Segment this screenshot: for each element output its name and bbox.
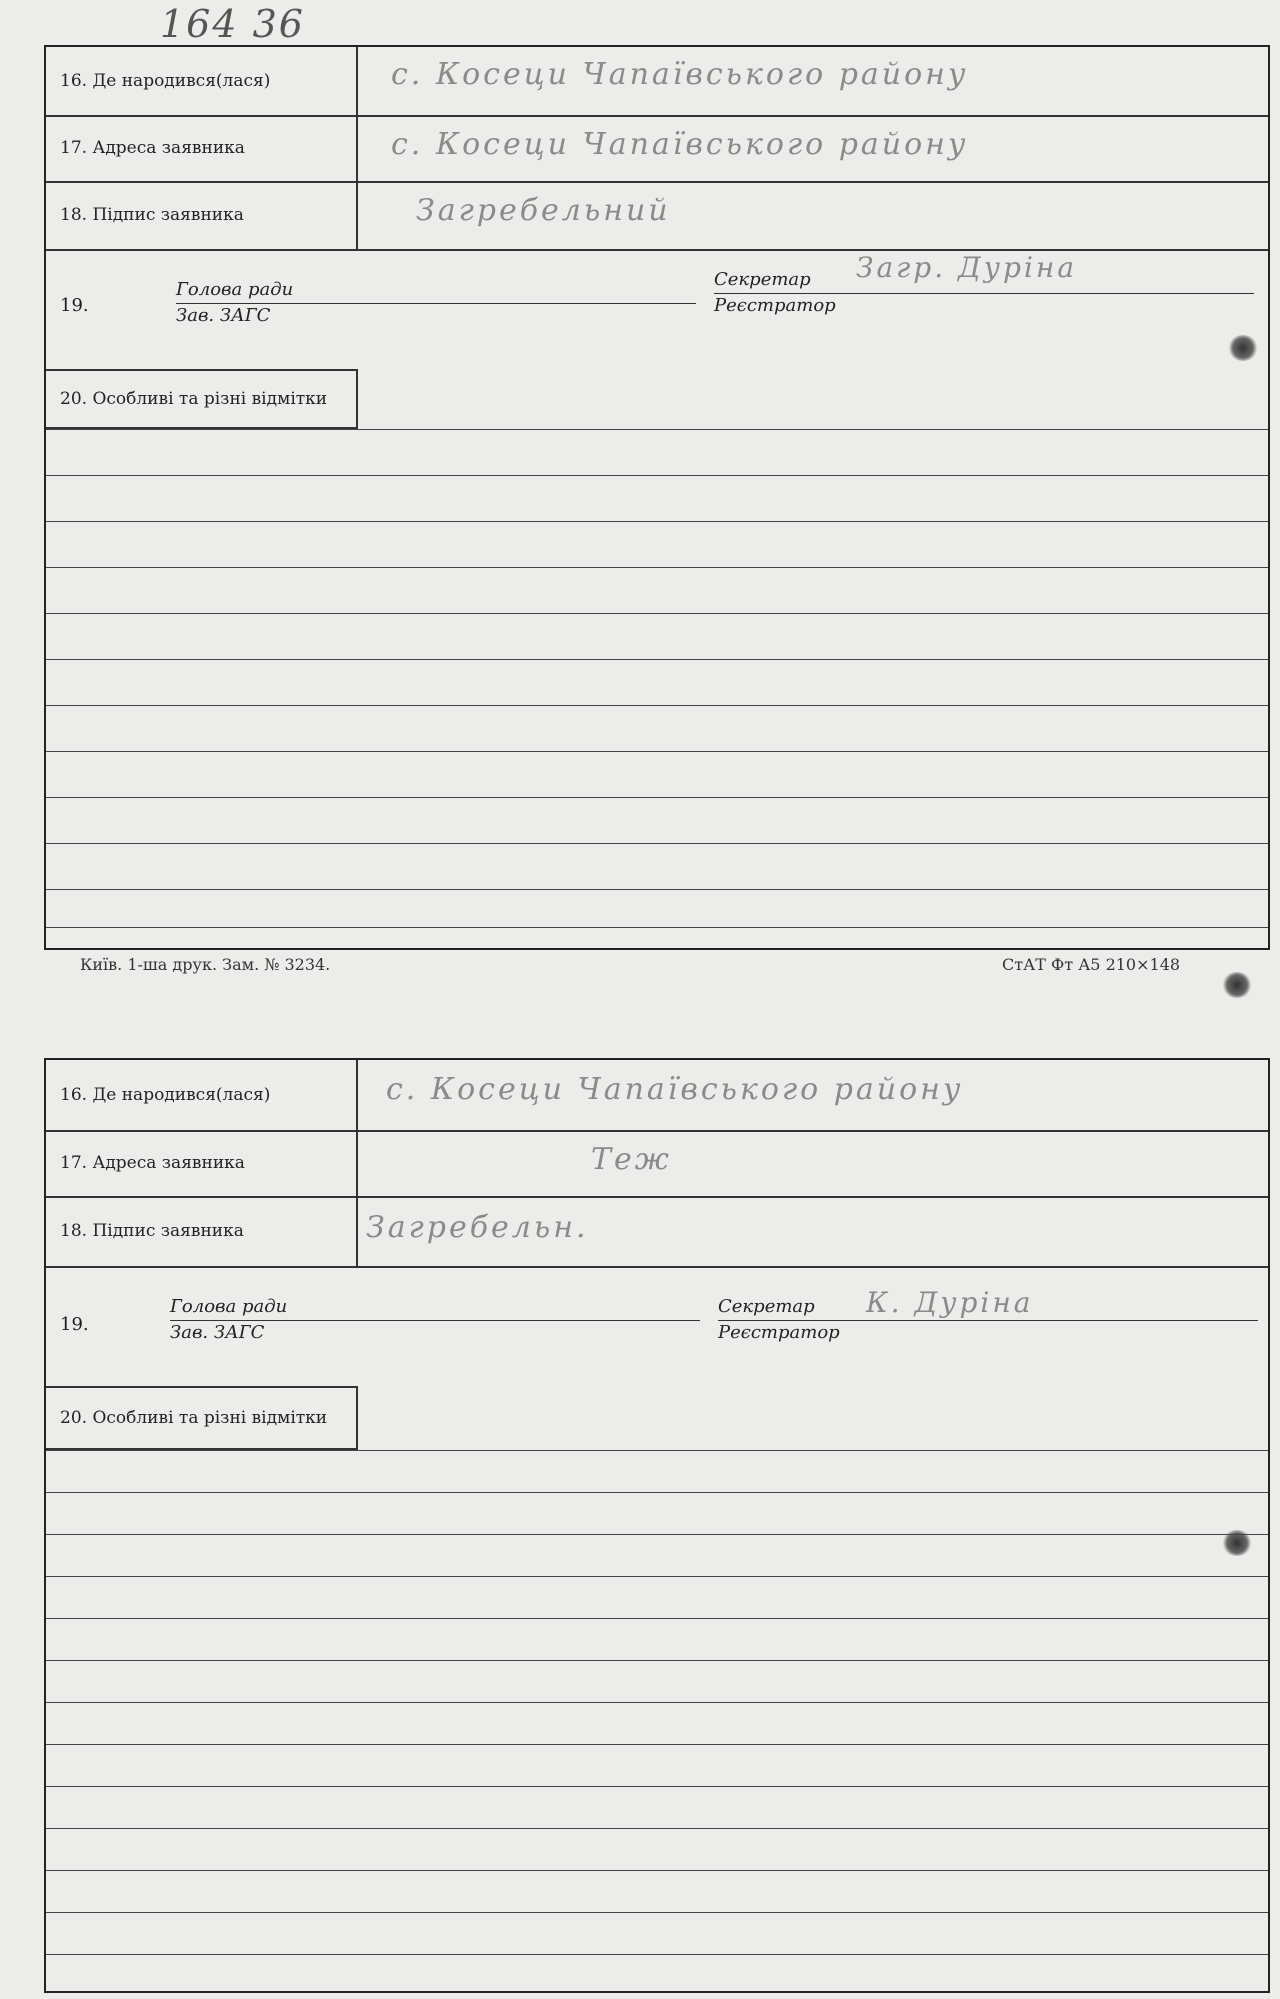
- registration-form-bottom: [44, 1058, 1270, 1993]
- label-special-notes: 20. Особливі та різні відмітки: [46, 1386, 358, 1450]
- row-officials: [46, 1266, 1268, 1386]
- row-special-notes: [46, 1386, 1268, 1450]
- row-applicant-address: [46, 1130, 1268, 1196]
- footer-format-top: СтАТ Фт А5 210×148: [1002, 955, 1181, 974]
- label-zags-head: Зав. ЗАГС: [170, 1322, 265, 1343]
- row-applicant-signature: [46, 181, 1268, 249]
- label-secretary: Секретар: [714, 269, 811, 290]
- label-zags-head: Зав. ЗАГС: [176, 305, 271, 326]
- value-applicant-address: с. Косеци Чапаївського району: [391, 127, 969, 162]
- stain-mark: [1222, 972, 1252, 998]
- row-19-number: 19.: [60, 1314, 89, 1335]
- official-signature: Загр. Дуріна: [856, 251, 1078, 284]
- label-registrar: Реєстратор: [718, 1322, 840, 1343]
- registration-form-top: [44, 45, 1270, 950]
- value-applicant-signature: Загребельний: [416, 193, 671, 228]
- page-number: 164 36: [160, 2, 305, 46]
- label-council-head: Голова ради: [176, 279, 294, 300]
- footer-printer-top: Київ. 1-ша друк. Зам. № 3234.: [80, 955, 331, 974]
- label-council-head: Голова ради: [170, 1296, 288, 1317]
- value-birthplace: с. Косеци Чапаївського району: [391, 57, 969, 92]
- value-applicant-address: Теж: [591, 1142, 672, 1177]
- row-applicant-signature: [46, 1196, 1268, 1266]
- row-officials: [46, 249, 1268, 369]
- label-applicant-address: 17. Адреса заявника: [46, 1130, 358, 1196]
- row-special-notes: [46, 369, 1268, 429]
- label-registrar: Реєстратор: [714, 295, 836, 316]
- value-applicant-signature: Загребельн.: [366, 1210, 589, 1245]
- row-birthplace: [46, 1060, 1268, 1130]
- row-19-number: 19.: [60, 295, 89, 316]
- stain-mark: [1228, 335, 1258, 361]
- value-birthplace: с. Косеци Чапаївського району: [386, 1072, 964, 1107]
- row-birthplace: [46, 47, 1268, 115]
- label-birthplace: 16. Де народився(лася): [46, 47, 358, 115]
- label-secretary: Секретар: [718, 1296, 815, 1317]
- label-applicant-address: 17. Адреса заявника: [46, 115, 358, 181]
- row-applicant-address: [46, 115, 1268, 181]
- label-applicant-signature: 18. Підпис заявника: [46, 1196, 358, 1266]
- label-applicant-signature: 18. Підпис заявника: [46, 181, 358, 249]
- label-special-notes: 20. Особливі та різні відмітки: [46, 369, 358, 429]
- label-birthplace: 16. Де народився(лася): [46, 1060, 358, 1130]
- official-signature: К. Дуріна: [866, 1286, 1034, 1319]
